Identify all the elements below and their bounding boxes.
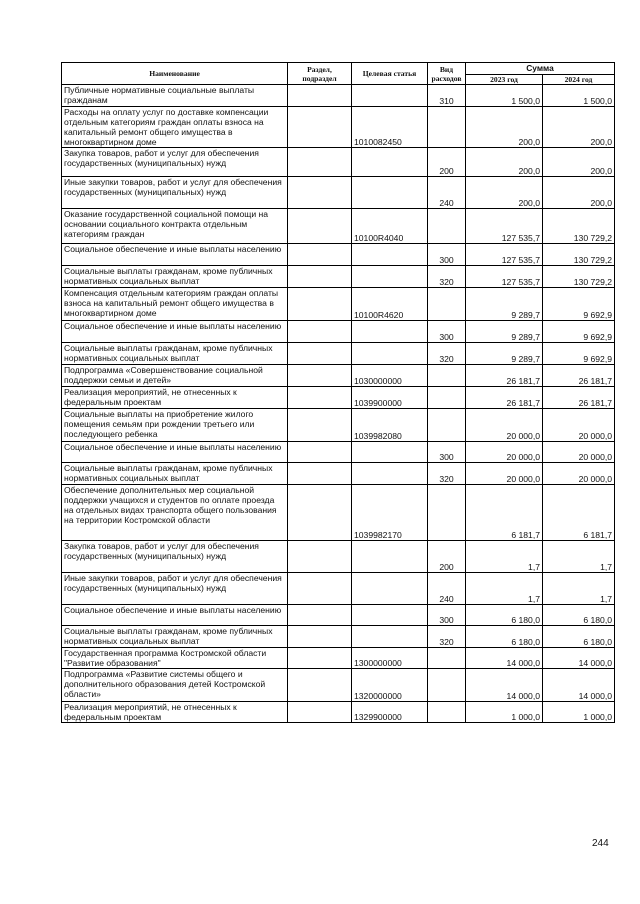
- cell-2024: 130 729,2: [543, 266, 615, 288]
- cell-kind: 320: [428, 626, 466, 648]
- cell-razdel: [288, 365, 352, 387]
- cell-2024: 20 000,0: [543, 442, 615, 463]
- cell-2024: 1 000,0: [543, 702, 615, 723]
- cell-kind: 320: [428, 343, 466, 365]
- cell-2023: 26 181,7: [466, 365, 543, 387]
- cell-2024: 1,7: [543, 573, 615, 605]
- cell-2023: 20 000,0: [466, 463, 543, 485]
- cell-name: Оказание государственной социальной помощи на основании социального контракта отдельным категориям граждан: [62, 209, 288, 244]
- cell-target: 10100R4040: [352, 209, 428, 244]
- cell-kind: [428, 485, 466, 541]
- cell-target: [352, 463, 428, 485]
- cell-2023: 9 289,7: [466, 343, 543, 365]
- table-row: [62, 365, 615, 387]
- cell-2024: 26 181,7: [543, 387, 615, 409]
- column-header-2024: 2024 год: [543, 75, 615, 85]
- cell-2024: 130 729,2: [543, 244, 615, 266]
- cell-kind: 300: [428, 442, 466, 463]
- budget-table: [61, 62, 615, 723]
- cell-2023: 6 180,0: [466, 605, 543, 626]
- cell-2023: 127 535,7: [466, 266, 543, 288]
- cell-name: Социальное обеспечение и иные выплаты населению: [62, 321, 288, 343]
- cell-2023: 127 535,7: [466, 244, 543, 266]
- cell-razdel: [288, 343, 352, 365]
- cell-name: Социальные выплаты на приобретение жилого помещения семьям при рождении третьего или последующего ребенка: [62, 409, 288, 442]
- cell-target: [352, 343, 428, 365]
- cell-2023: 200,0: [466, 107, 543, 148]
- cell-razdel: [288, 244, 352, 266]
- cell-razdel: [288, 669, 352, 702]
- cell-kind: 240: [428, 573, 466, 605]
- cell-target: 1300000000: [352, 648, 428, 669]
- table-row: [62, 626, 615, 648]
- cell-2024: 130 729,2: [543, 209, 615, 244]
- cell-razdel: [288, 702, 352, 723]
- cell-target: 1030000000: [352, 365, 428, 387]
- table-row: [62, 702, 615, 723]
- cell-name: Социальные выплаты гражданам, кроме публичных нормативных социальных выплат: [62, 343, 288, 365]
- cell-kind: [428, 648, 466, 669]
- cell-2023: 200,0: [466, 177, 543, 209]
- cell-2024: 9 692,9: [543, 321, 615, 343]
- cell-2023: 127 535,7: [466, 209, 543, 244]
- cell-kind: [428, 387, 466, 409]
- cell-2023: 14 000,0: [466, 669, 543, 702]
- cell-target: 10100R4620: [352, 288, 428, 321]
- cell-razdel: [288, 288, 352, 321]
- cell-2024: 1,7: [543, 541, 615, 573]
- cell-2024: 200,0: [543, 148, 615, 177]
- cell-razdel: [288, 605, 352, 626]
- cell-2024: 6 180,0: [543, 626, 615, 648]
- column-header-name: Наименование: [62, 63, 288, 85]
- cell-target: [352, 85, 428, 107]
- cell-razdel: [288, 85, 352, 107]
- cell-kind: 200: [428, 148, 466, 177]
- cell-2023: 26 181,7: [466, 387, 543, 409]
- column-header-2023: 2023 год: [466, 75, 543, 85]
- cell-razdel: [288, 648, 352, 669]
- cell-target: [352, 605, 428, 626]
- cell-razdel: [288, 442, 352, 463]
- cell-name: Подпрограмма «Развитие системы общего и дополнительного образования детей Костромской области»: [62, 669, 288, 702]
- cell-razdel: [288, 626, 352, 648]
- cell-name: Социальные выплаты гражданам, кроме публичных нормативных социальных выплат: [62, 626, 288, 648]
- cell-name: Иные закупки товаров, работ и услуг для обеспечения государственных (муниципальных) нужд: [62, 573, 288, 605]
- cell-2024: 6 180,0: [543, 605, 615, 626]
- cell-name: Компенсация отдельным категориям граждан оплаты взноса на капитальный ремонт общего имущества в многоквартирном доме: [62, 288, 288, 321]
- cell-razdel: [288, 463, 352, 485]
- cell-kind: 300: [428, 321, 466, 343]
- cell-name: Социальные выплаты гражданам, кроме публичных нормативных социальных выплат: [62, 463, 288, 485]
- cell-2024: 20 000,0: [543, 463, 615, 485]
- cell-razdel: [288, 387, 352, 409]
- cell-2024: 26 181,7: [543, 365, 615, 387]
- cell-target: 1010082450: [352, 107, 428, 148]
- cell-2024: 1 500,0: [543, 85, 615, 107]
- cell-kind: 200: [428, 541, 466, 573]
- cell-razdel: [288, 409, 352, 442]
- cell-name: Социальное обеспечение и иные выплаты населению: [62, 442, 288, 463]
- cell-target: [352, 442, 428, 463]
- cell-2023: 1 000,0: [466, 702, 543, 723]
- cell-2023: 6 181,7: [466, 485, 543, 541]
- cell-target: [352, 148, 428, 177]
- cell-2024: 200,0: [543, 177, 615, 209]
- cell-2024: 6 181,7: [543, 485, 615, 541]
- cell-name: Социальное обеспечение и иные выплаты населению: [62, 244, 288, 266]
- table-row: [62, 85, 615, 107]
- column-header-target: Целевая статья: [352, 63, 428, 85]
- cell-2024: 14 000,0: [543, 669, 615, 702]
- cell-target: [352, 244, 428, 266]
- cell-name: Обеспечение дополнительных мер социальной поддержки учащихся и студентов по оплате проезда на отдельных видах транспорта общего пользования на территории Костромской области: [62, 485, 288, 541]
- table-row: [62, 669, 615, 702]
- cell-razdel: [288, 321, 352, 343]
- cell-kind: 320: [428, 463, 466, 485]
- table-row: [62, 573, 615, 605]
- cell-2023: 1,7: [466, 541, 543, 573]
- cell-name: Иные закупки товаров, работ и услуг для обеспечения государственных (муниципальных) нужд: [62, 177, 288, 209]
- cell-razdel: [288, 573, 352, 605]
- cell-razdel: [288, 177, 352, 209]
- cell-name: Закупка товаров, работ и услуг для обеспечения государственных (муниципальных) нужд: [62, 148, 288, 177]
- cell-target: [352, 541, 428, 573]
- table-row: [62, 321, 615, 343]
- cell-target: [352, 321, 428, 343]
- cell-name: Публичные нормативные социальные выплаты гражданам: [62, 85, 288, 107]
- cell-kind: 320: [428, 266, 466, 288]
- table-row: [62, 177, 615, 209]
- column-header-razdel: Раздел, подраздел: [288, 63, 352, 85]
- cell-name: Закупка товаров, работ и услуг для обеспечения государственных (муниципальных) нужд: [62, 541, 288, 573]
- table-row: [62, 209, 615, 244]
- cell-2024: 9 692,9: [543, 288, 615, 321]
- cell-2023: 1 500,0: [466, 85, 543, 107]
- cell-target: 1320000000: [352, 669, 428, 702]
- cell-name: Расходы на оплату услуг по доставке компенсации отдельным категориям граждан оплаты взноса на капитальный ремонт общего имущества в многоквартирном доме: [62, 107, 288, 148]
- cell-razdel: [288, 541, 352, 573]
- cell-kind: [428, 409, 466, 442]
- page-number: 244: [592, 838, 609, 849]
- cell-name: Реализация мероприятий, не отнесенных к федеральным проектам: [62, 387, 288, 409]
- cell-target: [352, 573, 428, 605]
- cell-2023: 6 180,0: [466, 626, 543, 648]
- cell-2023: 14 000,0: [466, 648, 543, 669]
- table-row: [62, 409, 615, 442]
- table-row: [62, 463, 615, 485]
- cell-kind: [428, 209, 466, 244]
- cell-name: Социальное обеспечение и иные выплаты населению: [62, 605, 288, 626]
- cell-target: [352, 266, 428, 288]
- cell-razdel: [288, 107, 352, 148]
- cell-2023: 9 289,7: [466, 321, 543, 343]
- table-row: [62, 442, 615, 463]
- cell-kind: 300: [428, 605, 466, 626]
- cell-2023: 1,7: [466, 573, 543, 605]
- table-row: [62, 288, 615, 321]
- cell-kind: 310: [428, 85, 466, 107]
- cell-name: Подпрограмма «Совершенствование социальной поддержки семьи и детей»: [62, 365, 288, 387]
- cell-name: Социальные выплаты гражданам, кроме публичных нормативных социальных выплат: [62, 266, 288, 288]
- cell-kind: [428, 702, 466, 723]
- cell-2024: 9 692,9: [543, 343, 615, 365]
- table-row: [62, 648, 615, 669]
- cell-name: Реализация мероприятий, не отнесенных к федеральным проектам: [62, 702, 288, 723]
- table-row: [62, 485, 615, 541]
- table-row: [62, 107, 615, 148]
- table-row: [62, 266, 615, 288]
- cell-razdel: [288, 148, 352, 177]
- cell-2023: 9 289,7: [466, 288, 543, 321]
- table-row: [62, 541, 615, 573]
- cell-target: 1039900000: [352, 387, 428, 409]
- cell-target: 1039982080: [352, 409, 428, 442]
- cell-kind: [428, 365, 466, 387]
- cell-kind: [428, 107, 466, 148]
- cell-razdel: [288, 209, 352, 244]
- cell-name: Государственная программа Костромской области "Развитие образования": [62, 648, 288, 669]
- table-row: [62, 244, 615, 266]
- table-row: [62, 387, 615, 409]
- cell-target: 1329900000: [352, 702, 428, 723]
- cell-razdel: [288, 266, 352, 288]
- cell-kind: 240: [428, 177, 466, 209]
- table-row: [62, 343, 615, 365]
- table-row: [62, 148, 615, 177]
- cell-2024: 200,0: [543, 107, 615, 148]
- cell-razdel: [288, 485, 352, 541]
- column-header-kind: Вид расходов: [428, 63, 466, 85]
- cell-2023: 20 000,0: [466, 409, 543, 442]
- cell-2023: 200,0: [466, 148, 543, 177]
- cell-kind: 300: [428, 244, 466, 266]
- column-header-sum: Сумма: [466, 63, 615, 75]
- cell-2024: 20 000,0: [543, 409, 615, 442]
- cell-kind: [428, 669, 466, 702]
- cell-target: [352, 177, 428, 209]
- cell-2023: 20 000,0: [466, 442, 543, 463]
- cell-target: [352, 626, 428, 648]
- cell-target: 1039982170: [352, 485, 428, 541]
- table-row: [62, 605, 615, 626]
- cell-kind: [428, 288, 466, 321]
- cell-2024: 14 000,0: [543, 648, 615, 669]
